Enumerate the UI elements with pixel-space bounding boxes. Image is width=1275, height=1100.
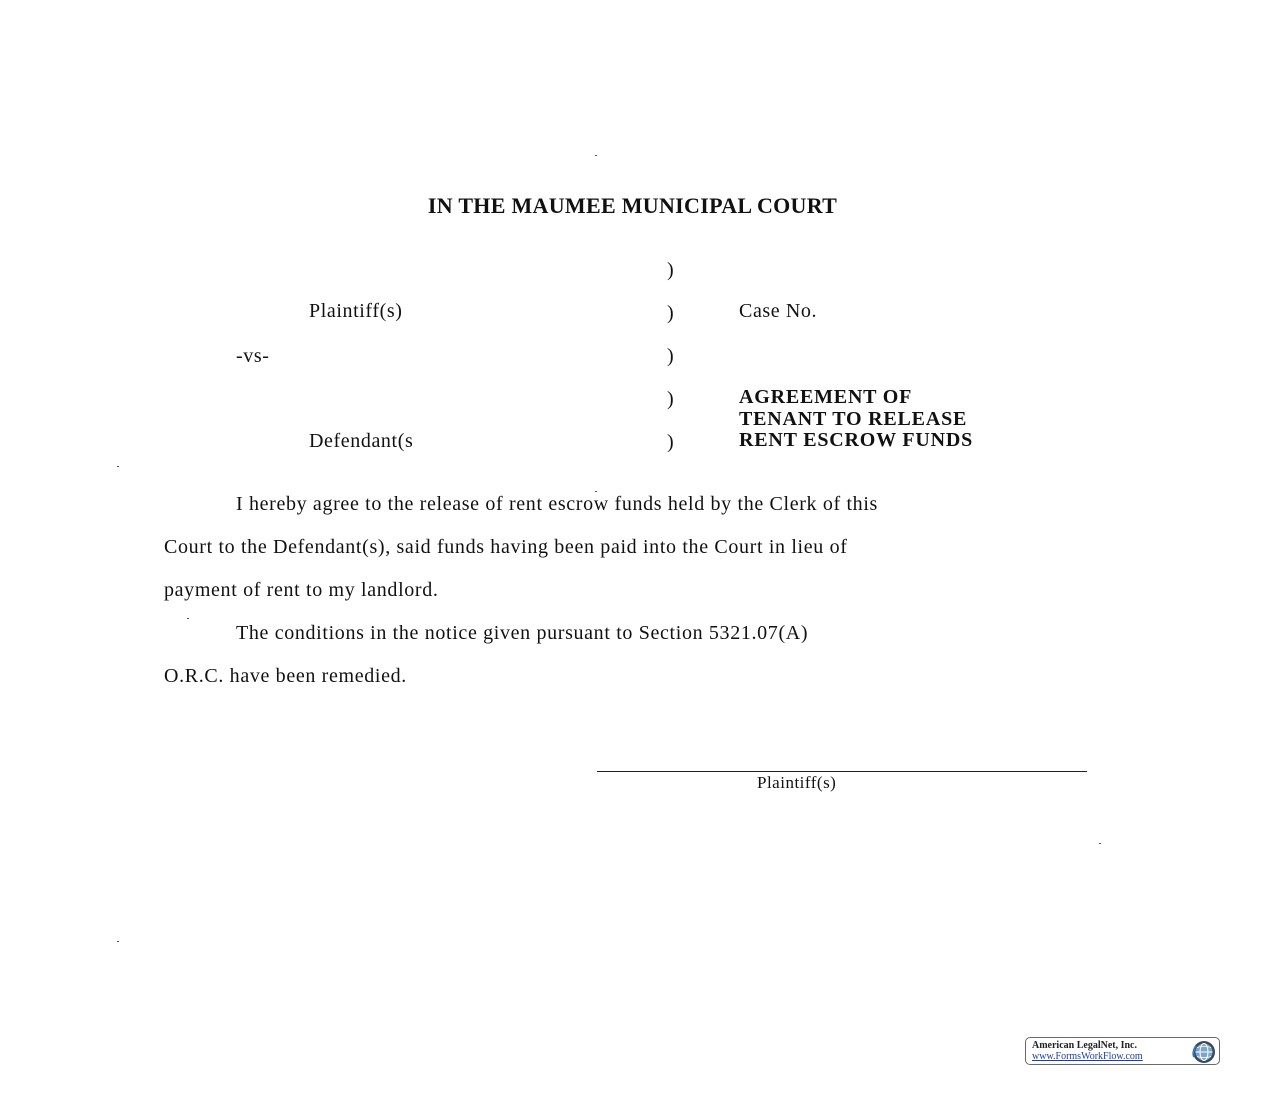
paragraph-line: O.R.C. have been remedied. [164, 665, 407, 687]
caption-paren: ) [667, 388, 674, 410]
plaintiff-label: Plaintiff(s) [309, 300, 403, 322]
case-number-label: Case No. [739, 300, 818, 322]
paragraph-line: payment of rent to my landlord. [164, 579, 439, 601]
scan-speck [595, 491, 597, 492]
caption-paren: ) [667, 431, 674, 453]
forms-workflow-badge[interactable] [1025, 1037, 1220, 1065]
scan-speck [187, 618, 189, 619]
paragraph-line: Court to the Defendant(s), said funds having been paid into the Court in lieu of [164, 536, 848, 558]
document-title [739, 387, 973, 452]
signature-line[interactable] [597, 771, 1087, 772]
caption-paren: ) [667, 345, 674, 367]
document-title-line: RENT ESCROW FUNDS [739, 429, 974, 451]
signature-label: Plaintiff(s) [757, 773, 837, 792]
scan-speck [117, 941, 119, 942]
scan-speck [595, 155, 597, 156]
badge-url-link[interactable]: www.FormsWorkFlow.com [1032, 1051, 1143, 1062]
court-title: IN THE MAUMEE MUNICIPAL COURT [427, 193, 838, 218]
globe-icon [1191, 1039, 1217, 1065]
caption-paren: ) [667, 259, 674, 281]
paragraph-line: I hereby agree to the release of rent escrow funds held by the Clerk of this [236, 493, 878, 515]
badge-company-name: American LegalNet, Inc. [1032, 1040, 1137, 1051]
scan-speck [1099, 843, 1101, 844]
versus-label: -vs- [236, 345, 270, 367]
document-title-line: TENANT TO RELEASE [739, 407, 968, 430]
scan-speck [117, 466, 119, 467]
paragraph-line: The conditions in the notice given pursuant to Section 5321.07(A) [236, 622, 809, 644]
defendant-label: Defendant(s [309, 430, 414, 452]
document-title-line: AGREEMENT OF [739, 386, 913, 408]
caption-paren: ) [667, 302, 674, 324]
